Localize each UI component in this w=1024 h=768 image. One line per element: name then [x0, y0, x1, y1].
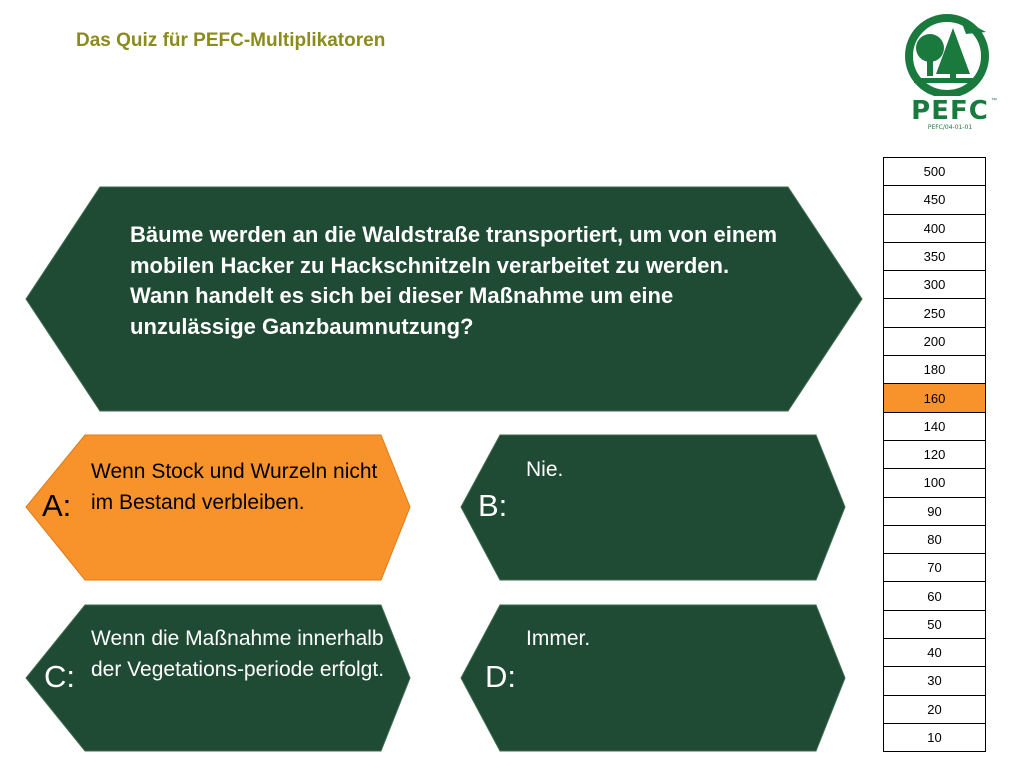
ladder-row: [884, 723, 986, 751]
ladder-level: 20: [884, 695, 986, 723]
logo-code: PEFC/04-01-01: [927, 124, 973, 131]
ladder-row: [884, 440, 986, 468]
answer-a-text: Wenn Stock und Wurzeln nicht im Bestand verbleiben.: [91, 460, 378, 514]
ladder-level: 90: [884, 497, 986, 525]
ladder-level: 80: [884, 525, 986, 553]
ladder-level: 350: [884, 242, 986, 270]
answer-a-button[interactable]: [25, 434, 411, 581]
ladder-row: [884, 582, 986, 610]
ladder-row: [884, 412, 986, 440]
ladder-row: [884, 384, 986, 412]
ladder-level: 500: [884, 158, 986, 186]
answer-b-button[interactable]: [460, 434, 846, 581]
ladder-row: [884, 667, 986, 695]
ladder-row: [884, 186, 986, 214]
ladder-level: 300: [884, 271, 986, 299]
ladder-row: [884, 214, 986, 242]
answer-b-letter: B:: [478, 488, 508, 523]
ladder-level: 120: [884, 440, 986, 468]
ladder-row: [884, 497, 986, 525]
ladder-level: 60: [884, 582, 986, 610]
ladder-level: 180: [884, 356, 986, 384]
logo-text: PEFC: [911, 96, 989, 126]
question-text: Bäume werden an die Waldstraße transportiert, um von einem mobilen Hacker zu Hackschnitzeln verarbeitet zu werden. Wann handelt es sich bei dieser Maßnahme um eine unzulässige Ganzbaumnutzung?: [130, 222, 778, 339]
ladder-level: 70: [884, 554, 986, 582]
pefc-emblem-icon: [900, 12, 1000, 96]
ladder-row: [884, 299, 986, 327]
ladder-level: 250: [884, 299, 986, 327]
score-ladder: [883, 157, 986, 752]
answer-b-text: Nie.: [526, 458, 564, 481]
ladder-row: [884, 554, 986, 582]
answer-a-letter: A:: [42, 488, 72, 523]
answer-d-button[interactable]: [460, 604, 846, 752]
ladder-level: 50: [884, 610, 986, 638]
ladder-level: 400: [884, 214, 986, 242]
answer-c-letter: C:: [44, 659, 75, 694]
answer-d-letter: D:: [485, 659, 516, 694]
ladder-row: [884, 525, 986, 553]
ladder-level: 140: [884, 412, 986, 440]
ladder-row: [884, 242, 986, 270]
quiz-title: Das Quiz für PEFC-Multiplikatoren: [76, 30, 386, 51]
answer-c-text: Wenn die Maßnahme innerhalb der Vegetations-periode erfolgt.: [91, 627, 385, 681]
ladder-row: [884, 639, 986, 667]
ladder-row: [884, 469, 986, 497]
ladder-row: [884, 327, 986, 355]
ladder-row: [884, 695, 986, 723]
ladder-row: [884, 610, 986, 638]
ladder-row: [884, 271, 986, 299]
ladder-level: 200: [884, 327, 986, 355]
ladder-row: [884, 356, 986, 384]
ladder-level: 30: [884, 667, 986, 695]
pefc-logo: [900, 12, 1000, 134]
logo-trademark: ™: [991, 98, 997, 104]
ladder-level: 450: [884, 186, 986, 214]
answer-c-button[interactable]: [25, 604, 411, 752]
ladder-row: [884, 158, 986, 186]
answer-d-text: Immer.: [526, 627, 591, 650]
ladder-level: 40: [884, 639, 986, 667]
ladder-level-current: 160: [884, 384, 986, 412]
ladder-level: 100: [884, 469, 986, 497]
ladder-level: 10: [884, 723, 986, 751]
